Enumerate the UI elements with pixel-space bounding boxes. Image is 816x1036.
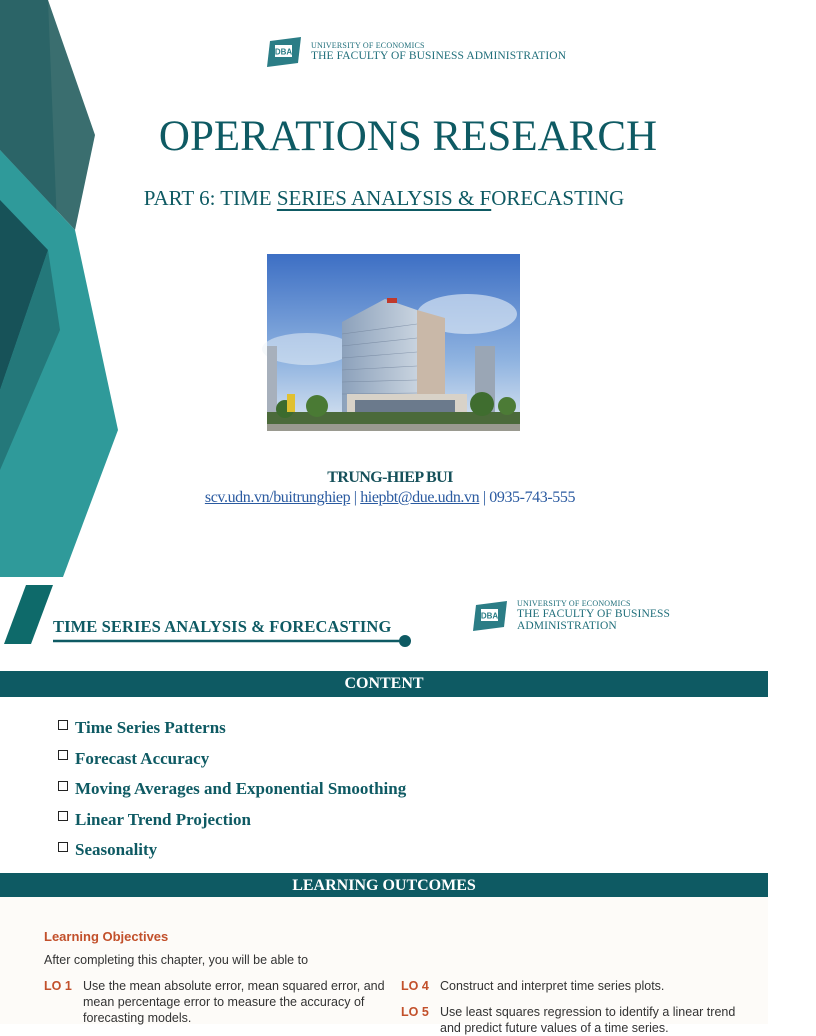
faculty-logo-icon (265, 37, 303, 67)
lo-code: LO 5 (401, 1005, 429, 1019)
learning-objectives-heading: Learning Objectives (44, 929, 169, 944)
teal-parallelogram-decoration (4, 585, 54, 645)
list-item-label: Forecast Accuracy (75, 748, 210, 768)
lo-code: LO 1 (44, 979, 72, 993)
learning-objectives-intro: After completing this chapter, you will be able to (44, 953, 309, 967)
list-item-label: Time Series Patterns (75, 718, 226, 738)
subtitle-underlined: SERIES ANALYSIS & F (276, 186, 492, 210)
list-item (58, 713, 406, 744)
faculty-logo-icon (471, 601, 509, 631)
building-photo (267, 254, 520, 431)
lo-text-line: Use the mean absolute error, mean squared error, and (83, 979, 385, 993)
phone-number: 0935-743-555 (489, 489, 576, 506)
lo-text-line: Construct and interpret time series plots. (440, 979, 665, 993)
separator: | (479, 489, 490, 506)
learning-outcomes-header: LEARNING OUTCOMES (0, 873, 768, 899)
learning-objective-lo1 (44, 978, 394, 1026)
separator: | (350, 489, 361, 506)
svg-text:DBA: DBA (274, 47, 293, 57)
list-item (58, 774, 406, 805)
list-item-label: Moving Averages and Exponential Smoothing (75, 779, 407, 799)
email-link[interactable]: hiepbt@due.udn.vn (360, 489, 480, 506)
checkbox-bullet-icon (58, 811, 68, 821)
lo-text-line: forecasting models. (83, 1011, 192, 1025)
list-item (58, 744, 406, 775)
lo-text-line: Use least squares regression to identify a linear trend (440, 1005, 736, 1019)
author-name: TRUNG-HIEP BUI (327, 469, 453, 486)
lo-text-line: and predict future values of a time series. (440, 1021, 669, 1035)
university-logo (265, 37, 566, 67)
slide-title: TIME SERIES ANALYSIS & FORECASTING (53, 617, 392, 636)
learning-objective-lo5 (401, 1004, 761, 1036)
subtitle-part3: ORECASTING (491, 186, 625, 210)
checkbox-bullet-icon (58, 720, 68, 730)
checkbox-bullet-icon (58, 842, 68, 852)
list-item-label: Linear Trend Projection (75, 809, 251, 829)
building-image (267, 254, 520, 431)
content-slide (0, 577, 768, 1035)
logo-line1: UNIVERSITY OF ECONOMICS (517, 599, 631, 608)
content-list (58, 713, 406, 866)
contact-line (0, 489, 780, 507)
website-link[interactable]: scv.udn.vn/buitrunghiep (204, 489, 351, 506)
list-item-label: Seasonality (75, 840, 158, 860)
lo-text-line: mean percentage error to measure the accuracy of (83, 995, 365, 1009)
lo-code: LO 4 (401, 979, 429, 993)
learning-objective-lo4 (401, 978, 761, 994)
title-underline-decoration (53, 634, 413, 648)
page-title: OPERATIONS RESEARCH (158, 113, 658, 160)
checkbox-bullet-icon (58, 781, 68, 791)
list-item (58, 835, 406, 866)
content-header: CONTENT (0, 671, 768, 697)
checkbox-bullet-icon (58, 750, 68, 760)
subtitle-part1: PART 6: TIME (143, 186, 277, 210)
logo-line1: UNIVERSITY OF ECONOMICS (311, 40, 425, 50)
university-logo (471, 600, 768, 633)
logo-line2: THE FACULTY OF BUSINESS ADMINISTRATION (311, 50, 567, 63)
svg-text:DBA: DBA (480, 611, 499, 621)
logo-line2: THE FACULTY OF BUSINESS ADMINISTRATION (517, 608, 670, 633)
learning-objectives-panel (0, 897, 768, 1035)
list-item (58, 805, 406, 836)
subtitle (0, 186, 768, 211)
